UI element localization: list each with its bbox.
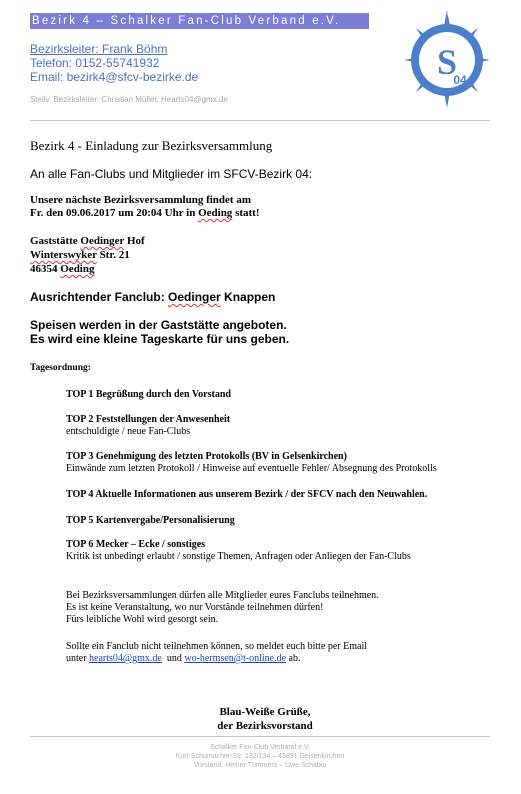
page-title — [30, 138, 272, 154]
greeting: An alle Fan-Clubs und Mitglieder im SFCV-Bezirk 04: — [30, 167, 313, 181]
note-line-1: Bei Bezirksversammlungen dürfen alle Mitglieder eures Fanclubs teilnehmen. — [66, 590, 379, 601]
venue-name-c: Hof — [124, 235, 145, 247]
org-name-band: Bezirk 4 – Schalker Fan-Club Verband e.V. — [30, 13, 369, 29]
venue-name — [30, 235, 145, 247]
venue-street-b: Str. 21 — [96, 249, 130, 261]
sfcv-logo — [402, 8, 492, 112]
agenda-item-1-title: TOP 1 Begrüßung durch den Vorstand — [66, 389, 231, 400]
note-line-2: Es ist keine Veranstaltung, wo nur Vorstände teilnehmen dürfen! — [66, 602, 324, 613]
venue-name-a: Gaststätte — [30, 235, 81, 247]
email-link-hearts04[interactable]: hearts04@gmx.de — [89, 653, 162, 664]
title-prefix: Bezirk 4 - — [30, 138, 86, 153]
venue-street — [30, 249, 130, 261]
district-leader — [30, 42, 167, 56]
title-main: Einladung zur Bezirksversammlung — [85, 138, 273, 153]
venue-city-a: 46354 — [30, 263, 61, 275]
footer-line-1: Schalker Fan-Club Verband e.V. — [210, 744, 310, 751]
note-line-5 — [66, 653, 301, 664]
host-label: Ausrichtender Fanclub: — [30, 290, 169, 304]
venue-city-b: Oeding — [60, 263, 95, 275]
venue-street-a: Winterswyker — [30, 249, 97, 261]
note-line-4: Sollte ein Fanclub nicht teilnehmen können, so meldet euch bitte per Email — [66, 641, 368, 652]
agenda-item-3-sub: Einwände zum letzten Protokoll / Hinweise auf eventuelle Fehler/ Absegnung des Protokolls — [66, 463, 437, 474]
agenda-heading: Tagesordnung: — [30, 363, 91, 373]
agenda-item-6-title: TOP 6 Mecker – Ecke / sonstiges — [66, 539, 206, 550]
venue-name-b: Oedinger — [80, 235, 125, 247]
food-line-2: Es wird eine kleine Tageskarte für uns geben. — [30, 332, 290, 346]
note-line-3: Fürs leibliche Wohl wird gesorgt sein. — [66, 614, 219, 625]
note-line-5-c: ab. — [286, 653, 301, 664]
email-link-hermsen[interactable]: wo-hermsen@t-online.de — [184, 653, 287, 664]
phone-number: Telefon: 0152-55741932 — [30, 56, 160, 70]
footer-line-2: Kurt-Schumacher-Str. 132/134 – 45891 Gelsenkirchen — [175, 753, 345, 760]
email-address: Email: bezirk4@sfcv-bezirke.de — [30, 70, 199, 84]
host-fanclub — [30, 290, 275, 304]
meeting-line-2 — [30, 207, 260, 219]
agenda-item-3-title: TOP 3 Genehmigung des letzten Protokolls (BV in Gelsenkirchen) — [66, 451, 347, 462]
meeting-place: Oeding — [198, 207, 233, 219]
agenda-item-2-title: TOP 2 Feststellungen der Anwesenheit — [66, 414, 231, 425]
food-line-1: Speisen werden in der Gaststätte angeboten. — [30, 318, 287, 332]
agenda-item-2-sub: entschuldigte / neue Fan-Clubs — [66, 426, 191, 437]
district-leader-text: Bezirksleiter: Frank Böhm — [30, 42, 168, 56]
logo-numeral: 04 — [453, 73, 467, 87]
closing-line-2: der Bezirksvorstand — [217, 720, 313, 732]
host-name-b: Knappen — [220, 290, 276, 304]
logo-s-letter: S — [436, 42, 458, 82]
logo-arc-text: SFCV — [425, 8, 469, 25]
host-name-a: Oedinger — [168, 290, 221, 304]
meeting-suffix: statt! — [232, 207, 260, 219]
agenda-item-4-title: TOP 4 Aktuelle Informationen aus unserem Bezirk / der SFCV nach den Neuwahlen. — [66, 489, 428, 500]
footer-divider — [30, 736, 490, 737]
header-divider — [30, 120, 490, 121]
agenda-item-5-title: TOP 5 Kartenvergabe/Personalisierung — [66, 515, 235, 526]
venue-city — [30, 263, 94, 275]
closing-line-1: Blau-Weiße Grüße, — [219, 706, 311, 718]
meeting-line-1: Unsere nächste Bezirksversammlung findet am — [30, 194, 251, 206]
note-line-5-a: unter — [66, 653, 90, 664]
note-line-5-b: und — [161, 653, 185, 664]
meeting-date: Fr. den 09.06.2017 um 20:04 Uhr in — [30, 207, 199, 219]
agenda-item-6-sub: Kritik ist unbedingt erlaubt / sonstige Themen, Anfragen oder Anliegen der Fan-Clubs — [66, 551, 411, 562]
deputy-leader: Stellv. Bezirksleiter: Christian Müller, Hearts04@gmx.de — [30, 95, 228, 104]
footer-line-3: Vorstand: Heiner Tümmers – Uwe Schabio — [193, 762, 327, 769]
